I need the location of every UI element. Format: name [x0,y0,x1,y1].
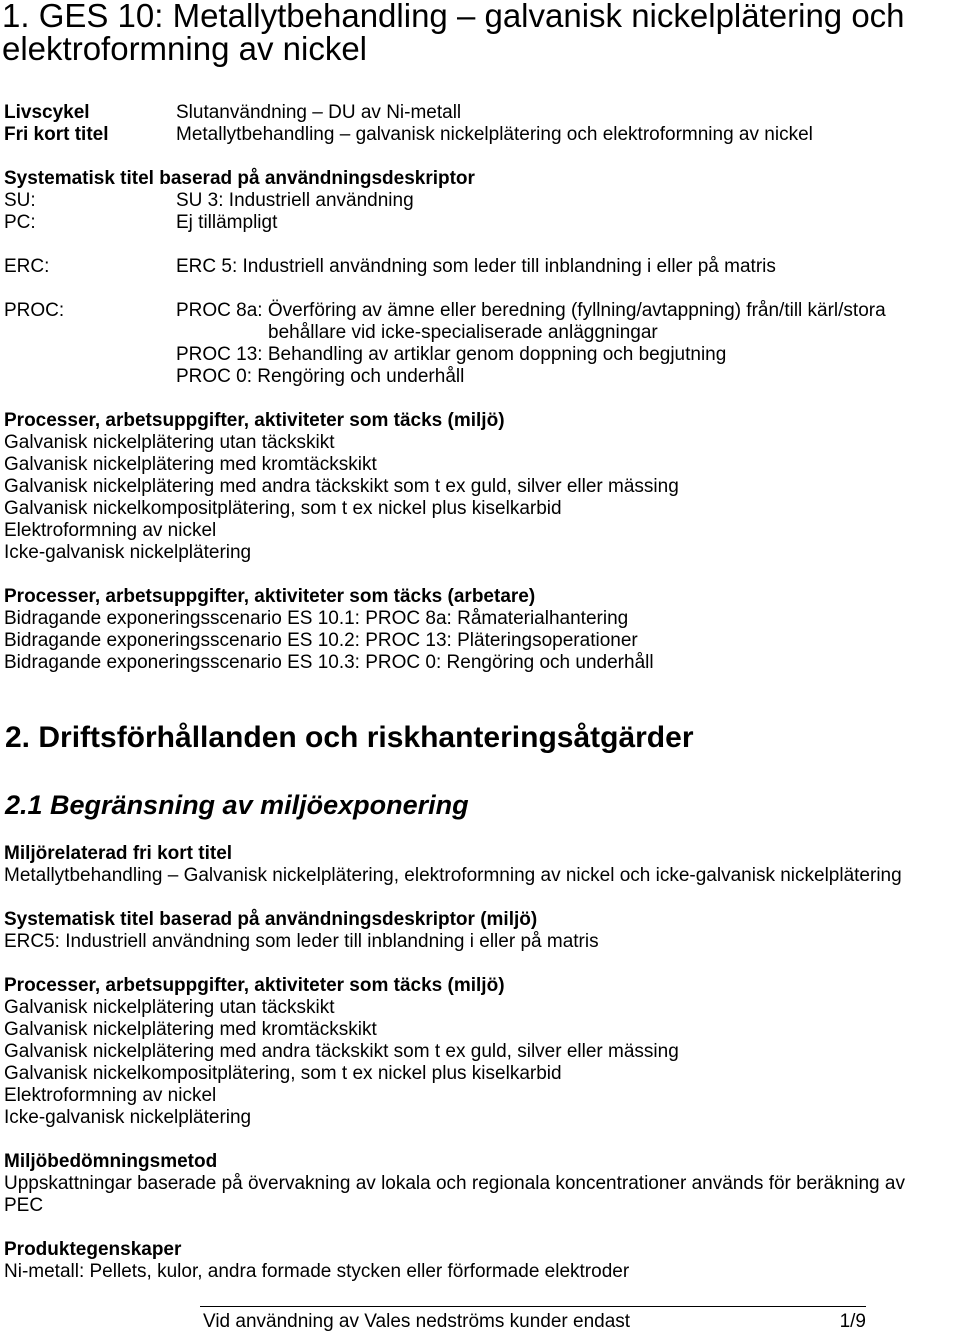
env-short-title-value: Metallytbehandling – Galvanisk nickelplätering, elektroformning av nickel och icke-galvanisk nickelplätering [4,865,902,886]
worker-processes-list [4,608,954,674]
env-process-item: Galvanisk nickelplätering med kromtäckskikt [4,454,377,475]
env-systematic-title-label: Systematisk titel baserad på användningsdeskriptor (miljö) [4,909,538,930]
life-cycle-label: Livscykel [4,102,90,123]
env-processes-2-1-heading: Processer, arbetsuppgifter, aktiviteter som täcks (miljö) [4,975,505,996]
systematic-title-heading: Systematisk titel baserad på användningsdeskriptor [4,168,475,189]
env-process-item: Elektroformning av nickel [4,1085,217,1106]
worker-processes-heading: Processer, arbetsuppgifter, aktiviteter som täcks (arbetare) [4,586,536,607]
proc-row [4,300,954,388]
env-systematic-title-value: ERC5: Industriell användning som leder till inblandning i eller på matris [4,931,599,952]
su-row [4,190,954,212]
proc-label: PROC: [4,300,65,321]
short-title-row [4,124,954,146]
env-processes-section [4,410,954,564]
life-cycle-value: Slutanvändning – DU av Ni-metall [176,102,462,123]
env-process-item: Galvanisk nickelkompositplätering, som t ex nickel plus kiselkarbid [4,1063,562,1084]
env-processes-heading: Processer, arbetsuppgifter, aktiviteter som täcks (miljö) [4,410,505,431]
section-2-heading: 2. Driftsförhållanden och riskhanteringsåtgärder [5,721,694,754]
pc-label: PC: [4,212,36,233]
life-cycle-row [4,102,954,124]
erc-row [4,256,954,278]
proc-item-continuation: behållare vid icke-specialiserade anläggningar [268,322,658,343]
document-title-line-1: 1. GES 10: Metallytbehandling – galvanisk nickelplätering och [2,0,905,34]
worker-process-item: Bidragande exponeringsscenario ES 10.1: PROC 8a: Råmaterialhantering [4,608,629,629]
env-processes-2-1-section [4,975,954,1129]
env-process-item: Elektroformning av nickel [4,520,217,541]
footer-rule [200,1306,866,1307]
section-2-1-body [4,843,954,1283]
systematic-title-section [4,168,954,234]
short-title-label: Fri kort titel [4,124,109,145]
env-process-item: Galvanisk nickelplätering med kromtäckskikt [4,1019,377,1040]
page-number: 1/9 [839,1311,866,1332]
pc-value: Ej tillämpligt [176,212,278,233]
proc-item: PROC 0: Rengöring och underhåll [176,366,465,387]
env-process-item: Galvanisk nickelplätering utan täckskikt [4,432,335,453]
su-value: SU 3: Industriell användning [176,190,414,211]
env-process-item: Galvanisk nickelplätering med andra täckskikt som t ex guld, silver eller mässing [4,476,679,497]
erc-label: ERC: [4,256,50,277]
env-process-item: Icke-galvanisk nickelplätering [4,1107,252,1128]
footer-note: Vid användning av Vales nedströms kunder endast [203,1311,631,1332]
proc-item: PROC 8a: Överföring av ämne eller beredning (fyllning/avtappning) från/till kärl/stora [176,300,886,321]
env-systematic-title-section [4,909,954,953]
env-process-item: Galvanisk nickelplätering utan täckskikt [4,997,335,1018]
short-title-value: Metallytbehandling – galvanisk nickelplätering och elektroformning av nickel [176,124,813,145]
proc-item: PROC 13: Behandling av artiklar genom doppning och begjutning [176,344,727,365]
env-short-title-label: Miljörelaterad fri kort titel [4,843,233,864]
env-short-title-section [4,843,954,887]
env-process-item: Galvanisk nickelplätering med andra täckskikt som t ex guld, silver eller mässing [4,1041,679,1062]
assessment-method-text: Uppskattningar baserade på övervakning av lokala och regionala koncentrationer används för beräkning av [4,1173,905,1194]
env-process-item: Galvanisk nickelkompositplätering, som t ex nickel plus kiselkarbid [4,498,562,519]
assessment-method-label: Miljöbedömningsmetod [4,1151,218,1172]
assessment-method-section [4,1151,954,1217]
document-title [2,0,905,65]
worker-processes-section [4,586,954,674]
erc-value: ERC 5: Industriell användning som leder till inblandning i eller på matris [176,256,776,277]
product-properties-value: Ni-metall: Pellets, kulor, andra formade stycken eller förformade elektroder [4,1261,630,1282]
product-properties-label: Produktegenskaper [4,1239,182,1260]
pc-row [4,212,954,234]
product-properties-section [4,1239,954,1283]
assessment-method-text: PEC [4,1195,44,1216]
proc-list [176,300,886,388]
env-process-item: Icke-galvanisk nickelplätering [4,542,252,563]
env-processes-list [4,432,954,564]
section-1-body [4,102,954,674]
su-label: SU: [4,190,36,211]
env-processes-2-1-list [4,997,954,1129]
page-footer [203,1311,866,1333]
document-title-line-2: elektroformning av nickel [2,30,367,67]
section-2-1-heading: 2.1 Begränsning av miljöexponering [5,790,469,820]
worker-process-item: Bidragande exponeringsscenario ES 10.3: PROC 0: Rengöring och underhåll [4,652,654,673]
worker-process-item: Bidragande exponeringsscenario ES 10.2: PROC 13: Pläteringsoperationer [4,630,638,651]
